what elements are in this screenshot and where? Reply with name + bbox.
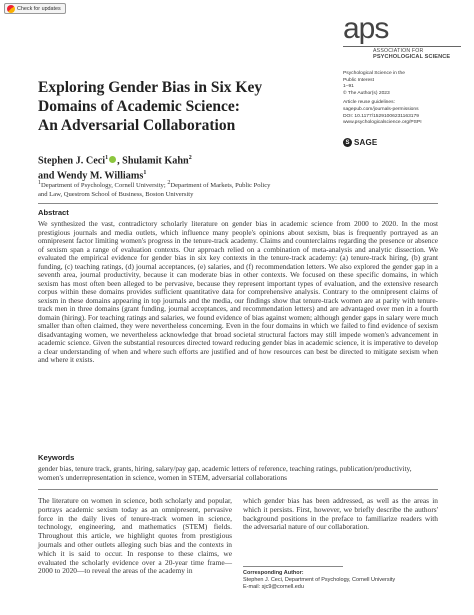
aps-logo-mark: aps	[343, 12, 389, 45]
author-kahn: , Shulamit Kahn	[117, 155, 189, 167]
reuse-guidelines-label: Article reuse guidelines:	[343, 100, 395, 106]
corresponding-author	[243, 570, 443, 591]
body-column-2: which gender bias has been addressed, as well as the areas in which it persists. First, however, we briefly describe the authors' background positions in the preface to familiarize readers with the adversarial nature of our collaboration.	[243, 496, 438, 532]
sage-logo-text: SAGE	[354, 138, 378, 147]
keywords-bottom-rule	[38, 489, 438, 490]
journal-url[interactable]: www.psychologicalscience.org/PSPI	[343, 120, 422, 126]
crossmark-icon	[7, 5, 15, 13]
journal-name-line-1: Psychological Science in the	[343, 71, 405, 76]
copyright: © The Author(s) 2023	[343, 90, 390, 96]
keywords-heading: Keywords	[38, 453, 75, 462]
article-title	[38, 78, 328, 135]
affiliation-2: Department of Markets, Public Policy	[170, 182, 271, 190]
keywords-text: gender bias, tenure track, grants, hiring, salary/pay gap, academic letters of reference, teaching ratings, publication/productivity, women's underrepresentation in science, women in STEM, adversarial collaborations	[38, 464, 412, 482]
abstract-heading: Abstract	[38, 208, 69, 217]
corresponding-author-name: Stephen J. Ceci, Department of Psychology, Cornell University	[243, 577, 396, 583]
correspondence-rule	[243, 566, 343, 567]
author-ceci: Stephen J. Ceci	[38, 155, 106, 167]
aps-logo-association: ASSOCIATION FOR	[373, 48, 424, 54]
aps-logo	[343, 14, 461, 62]
journal-metadata	[343, 71, 468, 127]
journal-name-line-2: Public Interest	[343, 77, 374, 83]
abstract-top-rule	[38, 203, 438, 204]
affiliation-2-line-2: and Law, Questrom School of Business, Boston University	[38, 190, 194, 198]
abstract-text: We synthesized the vast, contradictory scholarly literature on gender bias in academic science from 2000 to 2020. In the most prestigious journals and media outlets, which influence many people's opinions about sexism, bias is frequently portrayed as an omnipresent factor limiting women's progress in the tenure-track academy. Claims and counterclaims regarding the presence or absence of sexism span a range of evaluation contexts. Our approach relied on a combination of meta-analysis and analytic dissection. We evaluated the empirical evidence for gender bias in six key contexts in the tenure-track academy: (a) tenure-track hiring, (b) grant funding, (c) teaching ratings, (d) journal acceptances, (e) salaries, and (f) recommendation letters. We also explored the gender gap in a seventh area, journal productivity, because it can moderate bias in other contexts. We focused on these specific domains, in which sexism has most often been alleged to be pervasive, because they represent important types of evaluation, and the extensive research corpus within these domains provides sufficient quantitative data for comprehensive analysis. Contrary to the omnipresent claims of sexism in these domains appearing in top journals and the media, our findings show that tenure-track women are at parity with tenure-track men in three domains (grant funding, journal acceptances, and recommendation letters) and are advantaged over men in a fourth domain (hiring). For teaching ratings and salaries, we found evidence of bias against women; although gender gaps in salary were much smaller than often claimed, they were nevertheless concerning. Even in the four domains in which we failed to find evidence of sexism disadvantaging women, we nevertheless acknowledge that broad societal structural factors may still impede women's advancement in academic science. Given the substantial resources directed toward reducing gender bias in academic science, it is imperative to develop a clear understanding of when and where such efforts are justified and of how resources can best be directed to mitigate sexism when and where it exists.	[38, 219, 438, 364]
corresponding-author-email[interactable]: E-mail: sjc9@cornell.edu	[243, 584, 304, 590]
title-line-2: Domains of Academic Science:	[38, 98, 240, 115]
sage-s-icon: S	[343, 138, 352, 147]
check-for-updates-badge[interactable]	[4, 3, 66, 14]
check-for-updates-label: Check for updates	[17, 5, 61, 12]
author-williams: and Wendy M. Williams	[38, 170, 144, 182]
page-range: 1–91	[343, 84, 354, 90]
doi[interactable]: DOI: 10.1177/15291006231163179	[343, 113, 419, 119]
author-ceci-affil: 1	[105, 155, 109, 161]
author-williams-affil: 1	[143, 170, 147, 177]
corresponding-author-heading: Corresponding Author:	[243, 570, 304, 576]
aps-logo-name: PSYCHOLOGICAL SCIENCE	[373, 54, 451, 60]
permissions-link[interactable]: sagepub.com/journals-permissions	[343, 106, 419, 112]
affiliations: $^1$Department of Psychology, Cornell University; $^2$Department of Markets, Public Policy and Law, Questrom School of Business, Boston University	[38, 180, 271, 198]
body-column-1: The literature on women in science, both scholarly and popular, portrays academic sexism today as an omnipresent, pervasive force in the daily lives of tenure-track women in science, technology, engineering, and mathematics (STEM) fields. Throughout this article, we highlight quotes from prestigious journals and other outlets alleging such bias and the contexts in which it is said to occur. In response to these claims, we evaluated the scholarly evidence over a 20-year time frame—2000 to 2020—to reveal the areas of the academy in	[38, 496, 232, 576]
title-line-3: An Adversarial Collaboration	[38, 117, 236, 134]
author-kahn-affil: 2	[188, 155, 192, 161]
title-line-1: Exploring Gender Bias in Six Key	[38, 79, 263, 96]
affiliation-1: Department of Psychology, Cornell University;	[41, 182, 168, 190]
sage-logo	[343, 138, 377, 147]
aps-logo-rule	[343, 46, 461, 47]
orcid-icon[interactable]	[109, 156, 116, 163]
